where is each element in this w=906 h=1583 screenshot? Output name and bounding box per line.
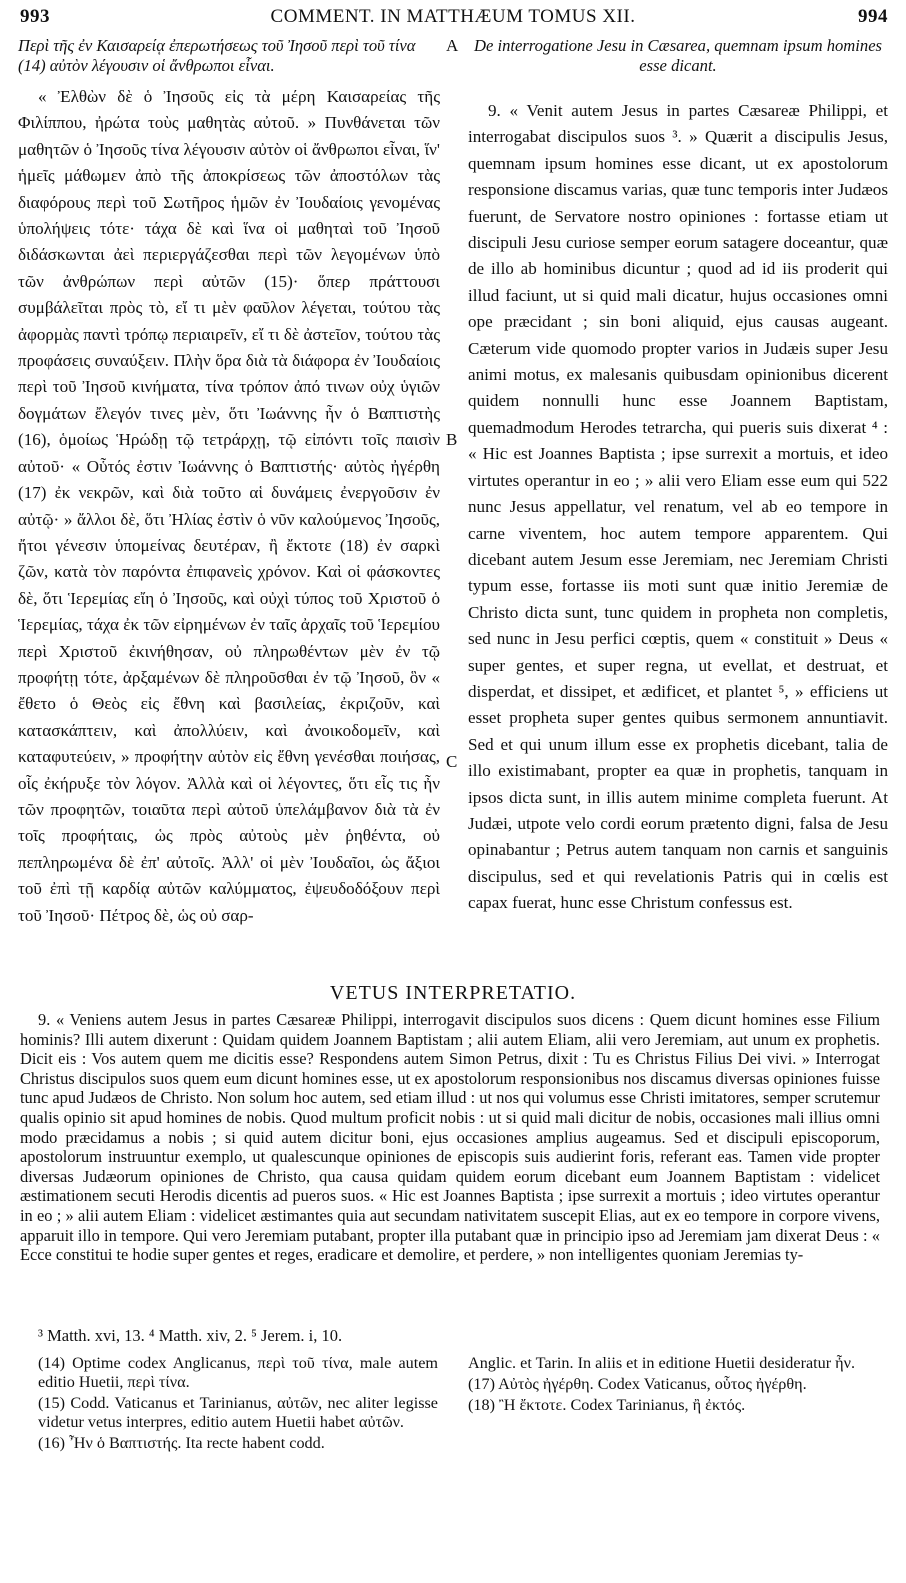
greek-section-title: Περὶ τῆς ἐν Καισαρείᾳ ἐπερωτήσεως τοῦ Ἰησοῦ περὶ τοῦ τίνα (14) αὐτὸν λέγουσιν οἱ ἄνθρωποι εἶναι. xyxy=(18,36,416,75)
latin-column xyxy=(468,36,888,917)
footnote-17: (17) Αὐτὸς ἠγέρθη. Codex Vaticanus, οὗτος ἠγέρθη. xyxy=(468,1375,807,1393)
footnotes-right xyxy=(468,1354,888,1417)
footnote-16: (16) Ἦν ὁ Βαπτιστής. Ita recte habent codd. xyxy=(38,1434,325,1452)
footnote-14: (14) Optime codex Anglicanus, περὶ τοῦ τίνα, male autem editio Huetii, περὶ τίνα. xyxy=(38,1354,438,1391)
running-title: COMMENT. IN MATTHÆUM TOMUS XII. xyxy=(270,6,636,27)
vetus-interpretatio-heading: VETUS INTERPRETATIO. xyxy=(329,982,577,1004)
footnote-18: (18) Ἢ ἔκτοτε. Codex Tarinianus, ἢ ἐκτός. xyxy=(468,1396,746,1414)
margin-letter-b: B xyxy=(446,430,458,449)
right-page-number: 994 xyxy=(858,6,888,27)
margin-letter-a: A xyxy=(446,36,459,55)
running-header xyxy=(12,6,894,32)
scripture-references: ³ Matth. xvi, 13. ⁴ Matth. xiv, 2. ⁵ Jerem. i, 10. xyxy=(38,1326,343,1345)
left-page-number: 993 xyxy=(20,6,50,27)
latin-section-title: De interrogatione Jesu in Cæsarea, quemnam ipsum homines esse dicant. xyxy=(473,36,883,75)
latin-commentary-text: 9. « Venit autem Jesus in partes Cæsareæ Philippi, et interrogabat discipulos suos ³. » Quærit a discipulis Jesus, quemnam ipsum homines esse dicant, ut ex apostolorum responsione discamus varias, quæ tunc temporis inter Judæos fuerunt, de Servatore nostro opiniones : fortasse etiam ut discipuli Jesu curiose semper eorum satagere doceantur, quæ de illo ab hominibus dicuntur ; quod ad id iis proderit qui illud faciunt, ut si quid mali dicatur, hujus occasiones omni ope præcidant ; sin boni aliquid, ejus causas augeant. Cæterum vide quomodo propter varios in Judæis super Jesu animi motus, ex malesanis quibusdam opinionibus dicerent quidem nonnulli hunc esse Joannem Baptistam, quemadmodum Herodes tetrarcha, qui pueris suis dixerat ⁴ : « Hic est Joannes Baptista ; ipse surrexit a mortuis, et ideo virtutes operantur in eo ; » alii vero Eliam esse eum qui 522 nunc Jesus appellatur, vel renatum, vel ab eo tempore in carne viventem, hoc autem tempore apparentem. Qui dicebant autem Jesum esse Jeremiam, nec Jeremiam Christi typum esse, fortasse iis moti sunt quæ initio Jeremiæ de Christo dicta sunt, tunc quidem in propheta non completis, sed nunc in Jesu perfici cœptis, quem « constituit » Deus « super gentes, et super regna, ut evellat, et destruat, et disperdat, et dissipet, et ædificet, et plantet ⁵, » efficiens ut esset propheta super gentes quibus sermonem annuntiavit. Sed et qui unum illum esse ex prophetis dicebant, talia de illo existimabant, propter ea quæ in prophetis, tanquam in ipsos dicta sunt, in illis autem minime completa fuerunt. At Judæi, utpote velo cordi eorum prætento digni, falsa de Jesu opinabantur ; Petrus autem tanquam non carnis et sanguinis discipulus, sed et qui revelationis Patris qui in cœlis est capax fuerat, hunc esse Christum confessus est. xyxy=(468,101,888,913)
vetus-interpretatio-text: 9. « Veniens autem Jesus in partes Cæsareæ Philippi, interrogavit discipulos suos dicens : Quem dicunt homines esse Filium hominis? Illi autem dixerunt : Quidam quidem Joannem Baptistam ; alii autem Eliam, alii vero Jeremiam, aut unum ex prophetis. Dicit eis : Vos autem quem me dicitis esse? Respondens autem Simon Petrus, dixit : Tu es Christus Filius Dei vivi. » Interrogat Christus discipulos suos quem eum dicunt homines esse, ut ex apostolorum responsionibus nos discamus diversas opiniones fuisse tunc apud Judæos de Christo. Non solum hoc autem, sed etiam illud : ut nos qui volumus esse Christi imitatores, semper scrutemur qualis opinio sit apud homines de nobis. Quod multum proficit nobis : ut si quid mali dicitur de nobis, occasiones mali illius omni modo præcidamus a nobis ; si quid autem dicitur boni, ejus occasiones amplius augeamus. Sed et discipuli episcoporum, apostolorum instruuntur exemplo, ut qualescunque opiniones de episcopis suis audierint foris, referant eas. Tamen vide propter diversas Judæorum opiniones de Christo, qua causa quidam quidem eorum dicebant eum Joannem Baptistam : videlicet æstimationem secuti Herodis dicentis ad pueros suos. « Hic est Joannes Baptista ; ipse surrexit a mortuis ; ideo virtutes operantur in eo ; » alii autem Eliam : videlicet æstimantes quia aut secundam nativitatem suscepit Elias, aut ex eo tempore in corpore vivens, apparuit illo in tempore. Qui vero Jeremiam putabant, propter illa putabant quæ in principio ipso ad Jeremiam jam dixerat Deus : « Ecce constitui te hodie super gentes et reges, eradicare et demolire, et perdere, » non intelligentes quoniam Jeremias ty- xyxy=(20,1010,880,1265)
footnotes-left xyxy=(38,1354,438,1455)
greek-commentary-text: « Ἐλθὼν δὲ ὁ Ἰησοῦς εἰς τὰ μέρη Καισαρείας τῆς Φιλίππου, ἠρώτα τοὺς μαθητὰς αὐτοῦ. » Πυνθάνεται τῶν μαθητῶν ὁ Ἰησοῦς τίνα λέγουσιν αὐτὸν οἱ ἄνθρωποι εἶναι, ἵν' ἡμεῖς μάθωμεν ἀπὸ τῆς ἀποκρίσεως τῶν ἀποστόλων τὰς διαφόρους περὶ τοῦ Σωτῆρος ἡμῶν ἐν Ἰουδαίοις γενομένας ὑπολήψεις τότε· τάχα δὲ καὶ ἵνα οἱ μαθηταὶ τοῦ Ἰησοῦ διδάσκωνται ἀεὶ περιεργάζεσθαι περὶ τῶν λεγομένων ὑπὸ τῶν ἀνθρώπων περὶ αὐτῶν (15)· ὅπερ πράττουσι συμβάλεῖται πρὸς τὸ, εἴ τι μὲν φαῦλον λέγεται, τούτου τὰς ἀφορμὰς παντὶ τρόπῳ περιαιρεῖν, εἴ τι δὲ ἀστεῖον, τούτου τὰς προφάσεις συναύξειν. Πλὴν ὅρα διὰ τὰ διάφορα ἐν Ἰουδαίοις περὶ τοῦ Ἰησοῦ κινήματα, τίνα τρόπον ἀπό τινων οὐχ ὑγιῶν δογμάτων ἔλεγόν τινες μὲν, ὅτι Ἰωάννης ἦν ὁ Βαπτιστὴς (16), ὁμοίως Ἡρώδῃ τῷ τετράρχῃ, τῷ εἰπόντι τοῖς παισὶν αὐτοῦ· « Οὗτός ἐστιν Ἰωάννης ὁ Βαπτιστής· αὐτὸς ἠγέρθη (17) ἐκ νεκρῶν, καὶ διὰ τοῦτο αἱ δυνάμεις ἐνεργοῦσιν ἐν αὐτῷ· » ἄλλοι δὲ, ὅτι Ἠλίας ἐστὶν ὁ νῦν καλούμενος Ἰησοῦς, ἤτοι γένεσιν ὑπομείνας δευτέραν, ἢ ἔκτοτε (18) ἐν σαρκὶ ζῶν, κατὰ τὸν παρόντα ἐπιφανεὶς χρόνον. Καὶ οἱ φάσκοντες δὲ, ὅτι Ἱερεμίας εἴη ὁ Ἰησοῦς, καὶ οὐχὶ τύπος τοῦ Χριστοῦ ὁ Ἱερεμίας, τάχα ἐκ τῶν εἰρημένων ἐν ταῖς ἀρχαῖς τοῦ Ἱερεμίου περὶ Χριστοῦ ἐκινήθησαν, οὐ πληρωθέντων μὲν ἐν τῷ προφήτῃ τότε, ἀρξαμένων δὲ πληροῦσθαι ἐν τῷ Ἰησοῦ, ὃν « ἔθετο ὁ Θεὸς εἰς ἔθνη καὶ βασιλείας, ἐκριζοῦν, καὶ κατασκάπτειν, καὶ ἀπολλύειν, καὶ ἀνοικοδομεῖν, καὶ καταφυτεύειν, » προφήτην αὐτὸν εἰς ἔθνη γενέσθαι ποιήσας, οἷς ἐκήρυξε τὸν λόγον. Ἀλλὰ καὶ οἱ λέγοντες, ὅτι εἷς τις ἦν τῶν προφητῶν, τοιαῦτα περὶ αὐτοῦ ὑπελάμβανον διὰ τὰ ἐν τοῖς προφήταις, ὡς πρὸς αὐτοὺς μὲν ῥηθέντα, οὐ πεπληρωμένα δὲ ἐπ' αὐτοῖς. Ἀλλ' οἱ μὲν Ἰουδαῖοι, ὡς ἄξιοι τοῦ ἐπὶ τῇ καρδίᾳ αὐτῶν καλύμματος, ἐψευδοδόξουν περὶ τοῦ Ἰησοῦ· Πέτρος δὲ, ὡς οὐ σαρ- xyxy=(18,87,440,925)
margin-letter-c: C xyxy=(446,752,458,771)
greek-column xyxy=(18,36,440,929)
footnote-15: (15) Codd. Vaticanus et Tarinianus, αὐτῶν, nec aliter legisse videtur vetus interpres, editio autem Huetii habet αὐτῶν. xyxy=(38,1394,438,1431)
footnote-16-continued: Anglic. et Tarin. In aliis et in editione Huetii desideratur ἦν. xyxy=(468,1354,856,1372)
